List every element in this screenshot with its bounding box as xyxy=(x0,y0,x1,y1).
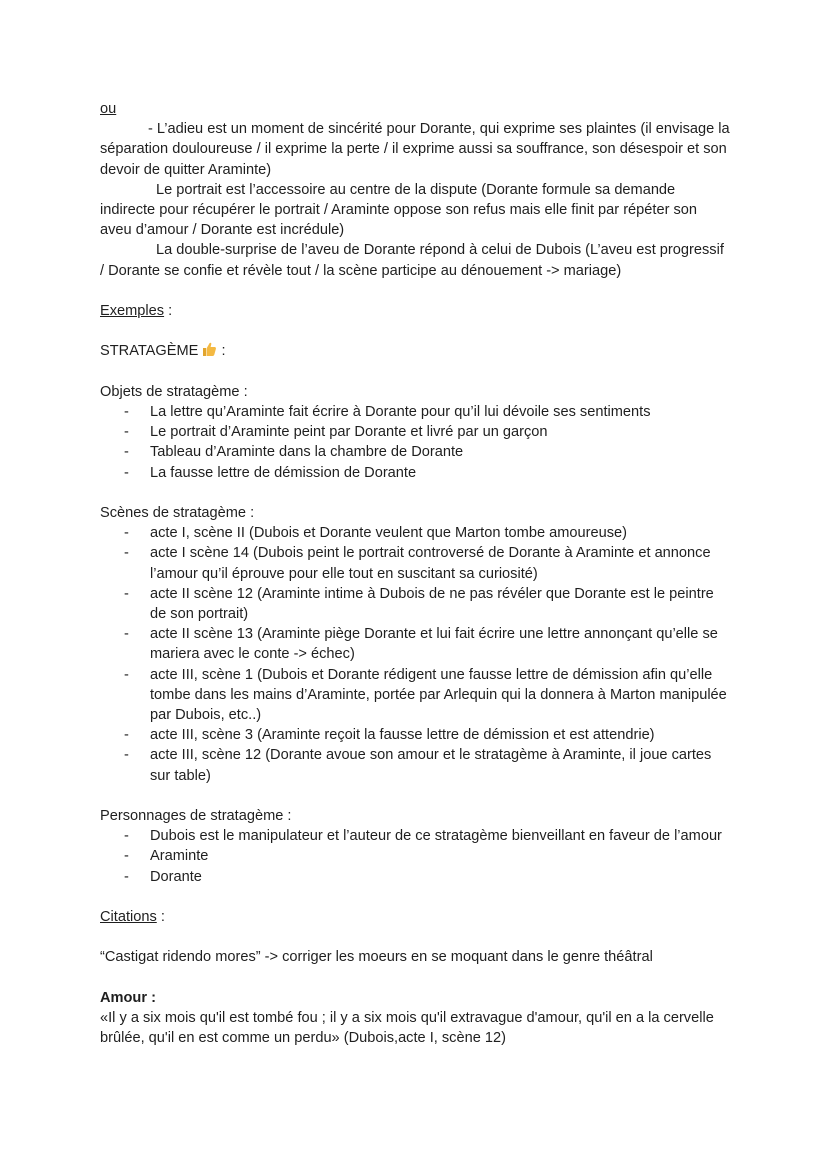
list-item: - acte II scène 13 (Araminte piège Dorante et lui fait écrire une lettre annonçant qu’elle se mariera avec le conte -> échec) xyxy=(100,624,730,664)
intro-paragraph-double-surprise: La double-surprise de l’aveu de Dorante répond à celui de Dubois (L’aveu est progressif / Dorante se confie et révèle tout / la scène participe au dénouement -> mariage) xyxy=(100,242,724,279)
list-item: - Tableau d’Araminte dans la chambre de Dorante xyxy=(100,442,730,462)
citations-suffix: : xyxy=(156,909,165,926)
spacer xyxy=(100,927,730,947)
list-item: - La fausse lettre de démission de Dorante xyxy=(100,463,730,483)
citations-label: Citations xyxy=(100,909,157,926)
amour-title: Amour : xyxy=(100,989,156,1006)
scenes-title: Scènes de stratagème : xyxy=(100,505,255,521)
list-item: - acte I, scène II (Dubois et Dorante veulent que Marton tombe amoureuse) xyxy=(100,523,730,543)
stratageme-label: STRATAGÈME xyxy=(100,343,199,360)
list-item: - La lettre qu’Araminte fait écrire à Dorante pour qu’il lui dévoile ses sentiments xyxy=(100,402,730,422)
stratageme-heading xyxy=(100,341,730,361)
spacer xyxy=(100,281,730,301)
stratageme-suffix: : xyxy=(217,343,226,360)
list-item: - acte III, scène 3 (Araminte reçoit la fausse lettre de démission et est attendrie) xyxy=(100,725,730,745)
citation-castigat: “Castigat ridendo mores” -> corriger les moeurs en se moquant dans le genre théâtral xyxy=(100,949,653,966)
objets-list xyxy=(100,402,730,483)
exemples-suffix: : xyxy=(164,303,173,320)
citations-heading xyxy=(100,907,730,927)
list-item: - acte III, scène 12 (Dorante avoue son amour et le stratagème à Araminte, il joue cartes sur table) xyxy=(100,745,730,785)
list-item: - Dorante xyxy=(100,867,730,887)
intro-paragraph-adieu: - L’adieu est un moment de sincérité pour Dorante, qui exprime ses plaintes (il envisage la séparation douloureuse / il exprime la perte / il exprime aussi sa souffrance, son désespoir et son devoir de quitter Araminte) xyxy=(100,121,730,178)
amour-quote: «Il y a six mois qu'il est tombé fou ; il y a six mois qu'il extravague d'amour, qu'il en a la cervelle brûlée, qu'il en est comme un perdu» (Dubois,acte I, scène 12) xyxy=(100,1010,714,1047)
document-page xyxy=(100,99,730,1048)
spacer xyxy=(100,321,730,341)
list-item: - acte I scène 14 (Dubois peint le portrait controversé de Dorante à Araminte et annonce l’amour qu’il éprouve pour elle tout en suscitant sa curiosité) xyxy=(100,543,730,583)
objets-title: Objets de stratagème : xyxy=(100,383,248,400)
intro-ou xyxy=(100,99,730,119)
scenes-list xyxy=(100,523,730,786)
list-item: - Dubois est le manipulateur et l’auteur de ce stratagème bienveillant en faveur de l’amour xyxy=(100,826,730,846)
exemples-label: Exemples xyxy=(100,303,165,320)
personnages-list xyxy=(100,826,730,887)
list-item: - acte II scène 12 (Araminte intime à Dubois de ne pas révéler que Dorante est le peintre de son portrait) xyxy=(100,584,730,624)
thumbs-up-icon xyxy=(201,341,217,357)
list-item: - acte III, scène 1 (Dubois et Dorante rédigent une fausse lettre de démission afin qu’elle tombe dans les mains d’Araminte, portée par Arlequin qui la donnera à Marton manipulée par Dubois, etc..) xyxy=(100,665,730,726)
personnages-title: Personnages de stratagème : xyxy=(100,808,292,825)
list-item: - Le portrait d’Araminte peint par Dorante et livré par un garçon xyxy=(100,422,730,442)
spacer xyxy=(100,968,730,988)
list-item: - Araminte xyxy=(100,846,730,866)
spacer xyxy=(100,887,730,907)
exemples-heading xyxy=(100,301,730,321)
intro-paragraph-portrait: Le portrait est l’accessoire au centre de la dispute (Dorante formule sa demande indirecte pour récupérer le portrait / Araminte oppose son refus mais elle finit par répéter son aveu d’amour / Dorante est incrédule) xyxy=(100,181,698,239)
spacer xyxy=(100,362,730,382)
spacer xyxy=(100,786,730,806)
spacer xyxy=(100,483,730,503)
ou-link-text: ou xyxy=(100,101,117,117)
